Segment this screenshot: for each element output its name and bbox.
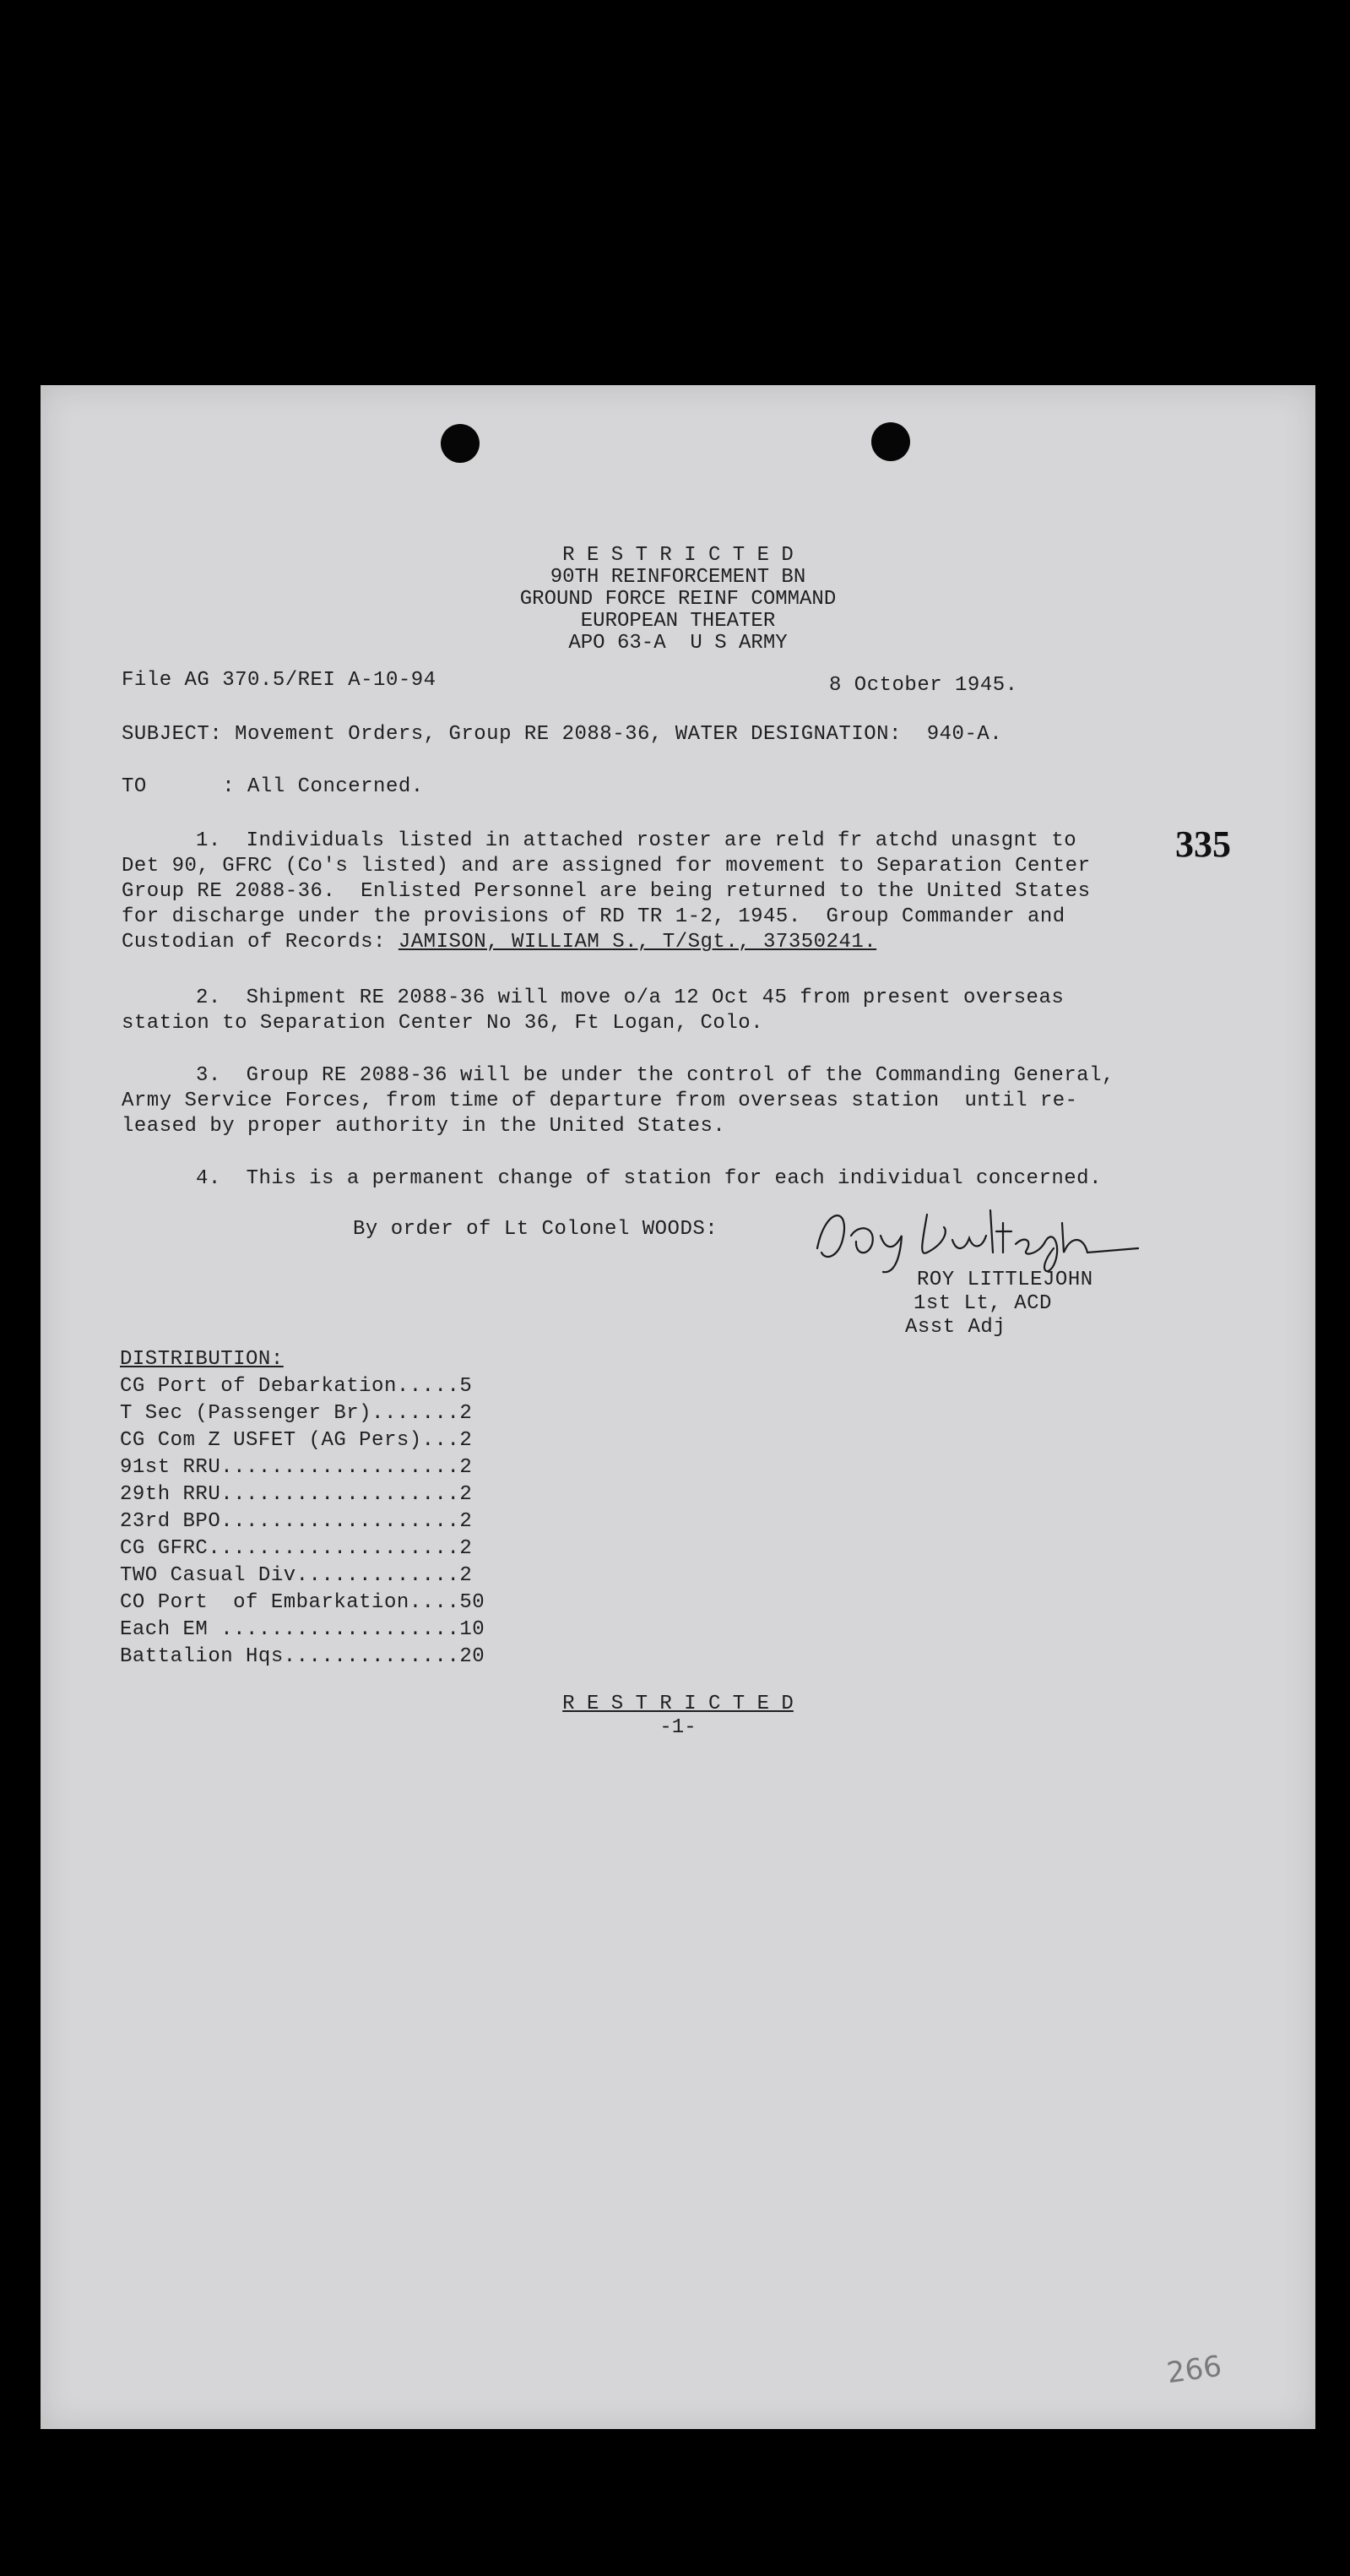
classification-header: R E S T R I C T E D (562, 544, 794, 567)
by-order-line: By order of Lt Colonel WOODS: (353, 1218, 718, 1241)
signer-title: Asst Adj (905, 1316, 1006, 1339)
page-number: -1- (659, 1716, 697, 1739)
distribution-item: 91st RRU...................2 (120, 1456, 473, 1479)
signer-rank: 1st Lt, ACD (914, 1292, 1052, 1315)
custodian-name: JAMISON, WILLIAM S., T/Sgt., 37350241. (398, 931, 877, 954)
document-page (41, 385, 1315, 2429)
page-stamp-number: 335 (1175, 823, 1231, 865)
paragraph-4-line-1: 4. This is a permanent change of station for each individual concerned. (196, 1167, 1102, 1190)
paragraph-1-line-2: Det 90, GFRC (Co's listed) and are assigned for movement to Separation Center (122, 855, 1091, 878)
custodian-label: Custodian of Records: (122, 931, 398, 954)
theater-name: EUROPEAN THEATER (580, 610, 776, 633)
distribution-item: TWO Casual Div.............2 (120, 1564, 473, 1587)
subject-line: SUBJECT: Movement Orders, Group RE 2088-36, WATER DESIGNATION: 940-A. (122, 723, 1003, 746)
to-line: TO : All Concerned. (122, 775, 424, 798)
distribution-item: 29th RRU...................2 (120, 1483, 473, 1506)
paragraph-1-line-5 (122, 931, 876, 954)
document-date: 8 October 1945. (829, 674, 1018, 697)
unit-name: 90TH REINFORCEMENT BN (550, 566, 806, 589)
distribution-item: 23rd BPO...................2 (120, 1510, 473, 1533)
paragraph-3-line-3: leased by proper authority in the United States. (122, 1115, 726, 1138)
distribution-item: T Sec (Passenger Br).......2 (120, 1402, 473, 1425)
command-name: GROUND FORCE REINF COMMAND (519, 588, 837, 611)
paragraph-2-line-1: 2. Shipment RE 2088-36 will move o/a 12 Oct 45 from present overseas (196, 986, 1065, 1009)
punch-hole (441, 424, 480, 463)
paragraph-1-line-1: 1. Individuals listed in attached roster are reld fr atchd unasgnt to (196, 829, 1077, 852)
paragraph-3-line-1: 3. Group RE 2088-36 will be under the control of the Commanding General, (196, 1064, 1114, 1087)
signer-name: ROY LITTLEJOHN (917, 1269, 1093, 1291)
distribution-item: Battalion Hqs..............20 (120, 1645, 485, 1668)
distribution-item: CO Port of Embarkation....50 (120, 1591, 485, 1614)
file-reference: File AG 370.5/REI A-10-94 (122, 669, 436, 692)
distribution-item: Each EM ...................10 (120, 1618, 485, 1641)
distribution-heading: DISTRIBUTION: (120, 1348, 284, 1371)
distribution-item: CG Port of Debarkation.....5 (120, 1375, 473, 1398)
paragraph-3-line-2: Army Service Forces, from time of departure from overseas station until re- (122, 1090, 1078, 1112)
distribution-item: CG GFRC....................2 (120, 1537, 473, 1560)
apo-line: APO 63-A U S ARMY (568, 632, 788, 655)
punch-hole (871, 422, 910, 461)
classification-footer: R E S T R I C T E D (562, 1693, 794, 1715)
paragraph-2-line-2: station to Separation Center No 36, Ft Logan, Colo. (122, 1012, 764, 1035)
pencil-annotation: 266 (1164, 2349, 1224, 2391)
paragraph-1-line-3: Group RE 2088-36. Enlisted Personnel are being returned to the United States (122, 880, 1091, 903)
distribution-item: CG Com Z USFET (AG Pers)...2 (120, 1429, 473, 1452)
paragraph-1-line-4: for discharge under the provisions of RD TR 1-2, 1945. Group Commander and (122, 905, 1065, 928)
